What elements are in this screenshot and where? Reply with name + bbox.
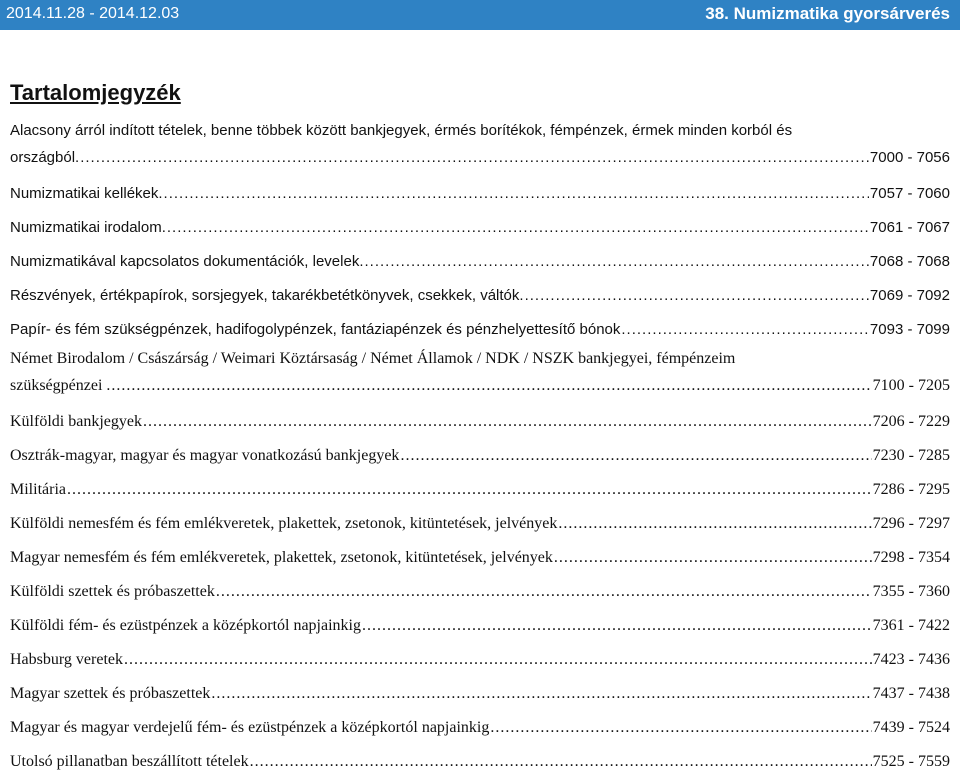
toc-entry[interactable] [10, 575, 950, 609]
toc-entry-pages: 7000 - 7056 [869, 149, 950, 166]
toc-entry-pages: 7057 - 7060 [869, 185, 950, 202]
toc-entry[interactable] [10, 119, 950, 177]
toc-entry-label: Külföldi bankjegyek [10, 413, 142, 430]
toc-entry[interactable] [10, 609, 950, 643]
toc-entry-pages: 7061 - 7067 [869, 219, 950, 236]
toc-entry-label: Militária [10, 481, 66, 498]
toc-entry-label: Magyar és magyar verdejelű fém- és ezüstpénzek a középkortól napjainkig [10, 719, 490, 736]
toc-entry[interactable] [10, 507, 950, 541]
toc-entry[interactable] [10, 313, 950, 347]
toc-entry[interactable] [10, 347, 950, 405]
dot-leader [554, 541, 872, 575]
toc-entry-label: szükségpénzei . [10, 377, 111, 394]
toc-list [10, 119, 950, 779]
toc-entry-label: Külföldi szettek és próbaszettek [10, 583, 215, 600]
toc-entry-pages: 7298 - 7354 [872, 549, 950, 566]
toc-entry-pages: 7100 - 7205 [872, 377, 950, 394]
dot-leader [143, 405, 872, 439]
toc-entry[interactable] [10, 745, 950, 779]
toc-entry-pages: 7361 - 7422 [872, 617, 950, 634]
toc-entry[interactable] [10, 211, 950, 245]
toc-entry-label-line1: Német Birodalom / Császárság / Weimari Köztársaság / Német Államok / NDK / NSZK bankjegyei, fémpénzeim [10, 350, 736, 367]
dot-leader [167, 211, 869, 245]
toc-entry-label: Külföldi nemesfém és fém emlékveretek, plakettek, zsetonok, kitüntetések, jelvények [10, 515, 558, 532]
toc-entry-label: Habsburg veretek [10, 651, 123, 668]
toc-entry-pages: 7069 - 7092 [869, 287, 950, 304]
toc-entry[interactable] [10, 541, 950, 575]
toc-entry-label: Osztrák-magyar, magyar és magyar vonatkozású bankjegyek [10, 447, 400, 464]
auction-date-range: 2014.11.28 - 2014.12.03 [6, 5, 180, 22]
auction-title: 38. Numizmatika gyorsárverés [705, 4, 950, 23]
toc-entry-label: Magyar szettek és próbaszettek [10, 685, 211, 702]
toc-entry-label: Utolsó pillanatban beszállított tételek [10, 753, 249, 770]
dot-leader [490, 711, 871, 745]
toc-entry-pages: 7355 - 7360 [872, 583, 950, 600]
toc-entry-pages: 7093 - 7099 [869, 321, 950, 338]
toc-entry[interactable] [10, 677, 950, 711]
toc-entry-pages: 7439 - 7524 [872, 719, 950, 736]
toc-entry[interactable] [10, 711, 950, 745]
toc-entry-pages: 7230 - 7285 [872, 447, 950, 464]
toc-entry-label: Numizmatikai irodalom. [10, 219, 166, 236]
toc-entry-label: országból. [10, 149, 80, 166]
toc-entry-label: Numizmatikával kapcsolatos dokumentációk, levelek. [10, 253, 364, 270]
toc-entry-label: Magyar nemesfém és fém emlékveretek, plakettek, zsetonok, kitüntetések, jelvények [10, 549, 553, 566]
toc-title: Tartalomjegyzék [10, 80, 181, 105]
dot-leader [211, 677, 871, 711]
toc-entry-label: Numizmatikai kellékek. [10, 185, 163, 202]
header-bar [0, 0, 960, 30]
toc-entry-pages: 7286 - 7295 [872, 481, 950, 498]
dot-leader [400, 439, 871, 473]
dot-leader [67, 473, 872, 507]
dot-leader [80, 143, 869, 173]
toc-entry-label: Papír- és fém szükségpénzek, hadifogolypénzek, fantáziapénzek és pénzhelyettesítő bónok [10, 321, 621, 338]
toc-entry-pages: 7296 - 7297 [872, 515, 950, 532]
dot-leader [365, 245, 869, 279]
toc-entry-pages: 7437 - 7438 [872, 685, 950, 702]
dot-leader [362, 609, 872, 643]
toc-entry-pages: 7423 - 7436 [872, 651, 950, 668]
toc-entry[interactable] [10, 177, 950, 211]
toc-entry[interactable] [10, 643, 950, 677]
dot-leader [164, 177, 869, 211]
toc-entry[interactable] [10, 473, 950, 507]
toc-entry-label: Külföldi fém- és ezüstpénzek a középkortól napjainkig [10, 617, 361, 634]
dot-leader [124, 643, 872, 677]
dot-leader [250, 745, 872, 779]
toc-entry-label: Részvények, értékpapírok, sorsjegyek, takarékbetétkönyvek, csekkek, váltók. [10, 287, 524, 304]
dot-leader [111, 371, 871, 401]
toc-entry[interactable] [10, 279, 950, 313]
dot-leader [558, 507, 871, 541]
toc-entry[interactable] [10, 405, 950, 439]
dot-leader [621, 313, 869, 347]
toc-entry[interactable] [10, 245, 950, 279]
dot-leader [525, 279, 869, 313]
toc-entry-label-line1: Alacsony árról indított tételek, benne többek között bankjegyek, érmés borítékok, fémpénzek, érmek minden korból és [10, 122, 793, 139]
dot-leader [216, 575, 872, 609]
toc-entry-pages: 7206 - 7229 [872, 413, 950, 430]
toc-entry-pages: 7525 - 7559 [872, 753, 950, 770]
toc-entry-pages: 7068 - 7068 [869, 253, 950, 270]
toc-entry[interactable] [10, 439, 950, 473]
